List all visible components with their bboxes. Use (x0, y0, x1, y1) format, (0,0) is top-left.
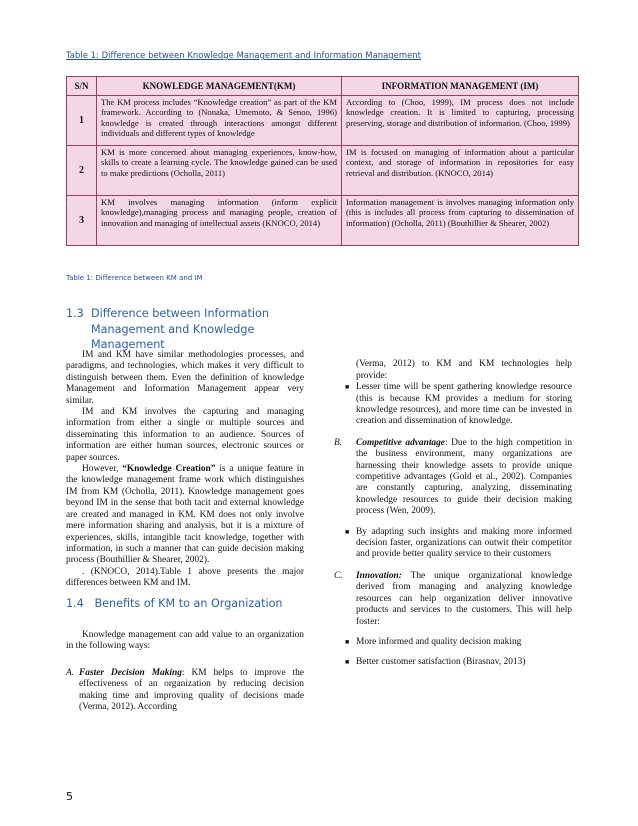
paragraph: However, “Knowledge Creation” is a unique feature in the knowledge management frame work which distinguishes IM from KM (Ocholla, 2011). Knowledge management goes beyond IM in the sense that both tacit and external knowledge are created and managed in KM. KM does not only involve mere information sharing and analysis, but it is a mixture of experiences, skills, intangible tacit knowledge, together with information, in such a manner that can guide decision making process (Bouthillier & Shearer, 2002). (66, 464, 304, 566)
paragraph: (Verma, 2012) to KM and KM technologies help provide: (356, 359, 572, 381)
bullet-item: ■ By adapting such insights and making more informed decision faster, organizations can outwit their competitor and provide better quality service to their customers (345, 526, 572, 560)
bullet-square-icon: ■ (345, 658, 350, 667)
km-im-comparison-table (66, 76, 579, 246)
item-text: : Due to the high competition in the business environment, many organizations are harnessing their knowledge assets to provide unique competitive advantages (Gold et al., 2002). Companies are constantly capturing, analyzing, disseminating knowledge resources to guide their decision making process (Wen, 2009). (356, 437, 573, 517)
item-title: Innovation: (356, 570, 402, 581)
bullet-item: ■ Better customer satisfaction (Birasnav, 2013) (345, 657, 526, 668)
paragraph: . (KNOCO, 2014).Table 1 above presents the major differences between KM and IM. (66, 566, 304, 589)
table-row (67, 146, 579, 196)
item-letter: B. (334, 437, 343, 448)
row-km-cell: KM is more concerned about managing experiences, know-how, skills to create a learning cycle. The knowledge gained can be used to make predictions (Ocholla, 2011) (97, 146, 342, 196)
row-sn: 1 (67, 96, 97, 146)
left-column-section-1-3 (66, 350, 304, 590)
benefit-list-left (66, 668, 304, 714)
section-title: Benefits of KM to an Organization (94, 597, 283, 610)
table-row (67, 196, 579, 246)
item-title: Competitive advantage (356, 437, 445, 448)
benefit-item-c (334, 571, 572, 628)
paragraph: IM and KM have similar methodologies processes, and paradigms, and technologies, which makes it very difficult to distinguish between them. Even the definition of knowledge Management and Information Management appear very similar. (66, 350, 304, 406)
row-im-cell: IM is focused on managing of information about a particular context, and storage of information in repositories for easy retrieval and distribution. (KNOCO, 2014) (342, 146, 579, 196)
table-caption: Table 1: Difference between KM and IM (66, 274, 203, 282)
section-1-4-intro (66, 630, 304, 653)
item-text: The unique organizational knowledge derived from managing and analyzing knowledge resources can help organization deliver innovative products and services to the customers. This will help foster: (356, 570, 572, 627)
bullet-item: ■ More informed and quality decision making (345, 636, 522, 647)
benefit-item-b (334, 438, 572, 518)
row-sn: 3 (67, 196, 97, 246)
bullet-square-icon: ■ (345, 383, 350, 392)
right-column (334, 350, 572, 669)
row-im-cell: According to (Choo, 1999), IM process does not include knowledge creation. It is limited to capturing, processing preserving, storage and distribution of information. (Choo, 1999) (342, 96, 579, 146)
item-text: : KM helps to improve the effectiveness of an organization by reducing decision making time and improving quality of decisions made (Verma, 2012). According (79, 668, 304, 713)
row-km-cell: The KM process includes “Knowledge creation” as part of the KM framework. According to (Nonaka, Umemoto, & Senoo, 1996) knowledge is created through interactions amongst different individuals and different types of knowledge (97, 96, 342, 146)
header-sn: S/N (67, 77, 97, 96)
section-heading-1-3 (66, 306, 306, 353)
bold-term: “Knowledge Creation” (122, 464, 216, 475)
item-letter: A. (66, 668, 75, 678)
bullet-square-icon: ■ (345, 637, 350, 646)
section-heading-1-4 (66, 596, 326, 612)
table-row (67, 96, 579, 146)
section-title: Difference between Information Management and Knowledge Management (91, 307, 269, 351)
bullet-square-icon: ■ (345, 527, 350, 536)
table-header-row (67, 77, 579, 96)
row-sn: 2 (67, 146, 97, 196)
section-number: 1.3 (66, 307, 84, 320)
header-km: KNOWLEDGE MANAGEMENT(KM) (97, 77, 342, 96)
paragraph: IM and KM involves the capturing and managing information from either a single or multiple sources and disseminating this information to an audience. Sources of information are either human sources, electronic sources or paper sources. (66, 407, 304, 463)
table-title-caption: Table 1: Difference between Knowledge Management and Information Management (66, 50, 421, 60)
benefit-item-a (66, 668, 304, 714)
page-number: 5 (66, 790, 73, 803)
row-km-cell: KM involves managing information (inform explicit knowledge),managing process and managing people, creation of innovation and managing of intellectual assets (KNOCO, 2014) (97, 196, 342, 246)
row-im-cell: Information management is involves managing information only (this is includes all process from capturing to dissemination of information) (Ocholla, 2011) (Bouthillier & Shearer, 2002) (342, 196, 579, 246)
bullet-item: ■ Lesser time will be spent gathering knowledge resource (this is because KM provides a medium for storing knowledge resources), and more time can be invested in creation and dissemination of knowledge. (345, 382, 572, 427)
section-number: 1.4 (66, 597, 84, 610)
item-title: Faster Decision Making (79, 668, 182, 678)
paragraph: Knowledge management can add value to an organization in the following ways: (66, 630, 304, 652)
header-im: INFORMATION MANAGEMENT (IM) (342, 77, 579, 96)
item-letter: C. (334, 570, 343, 581)
